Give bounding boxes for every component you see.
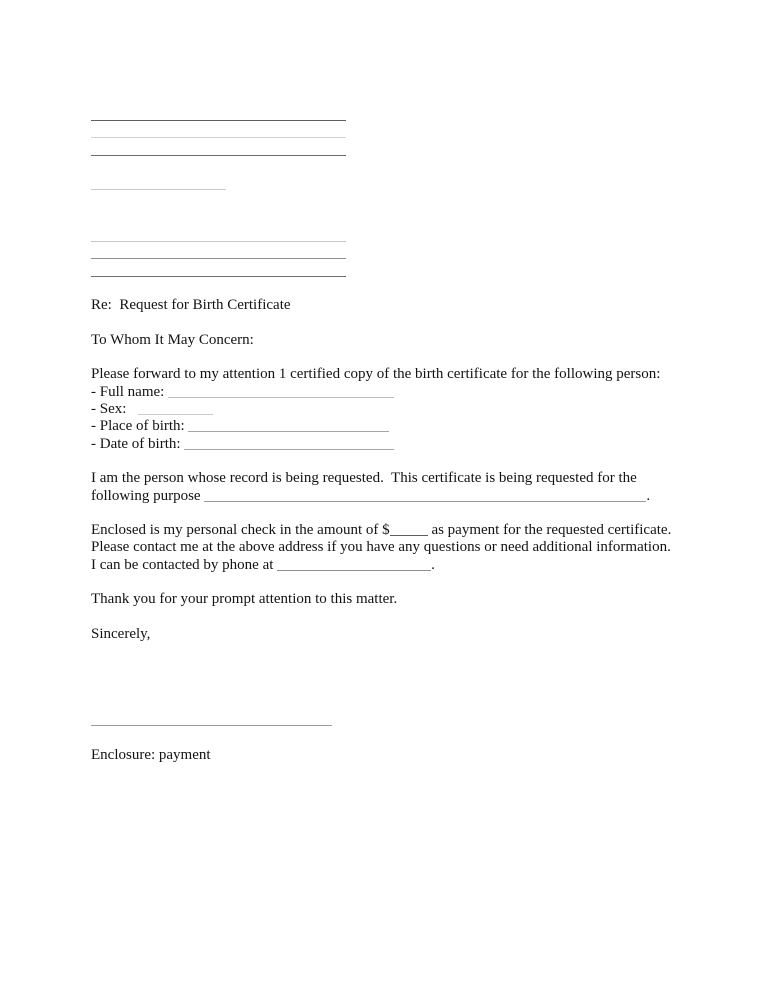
phone-blank-rule <box>277 566 431 571</box>
spacer <box>91 678 677 695</box>
payment-line-3-period: . <box>431 556 435 573</box>
payment-line-2: Please contact me at the above address if you have any questions or need additional information. <box>91 539 671 556</box>
place-of-birth-blank-rule <box>188 427 389 432</box>
signature-blank-rule <box>91 721 332 726</box>
salutation: To Whom It May Concern: <box>91 331 254 348</box>
spacer <box>91 211 677 228</box>
payment-line-1-text: Enclosed is my personal check in the amount of $ <box>91 522 390 539</box>
subject-line: Re: Request for Birth Certificate <box>91 297 291 314</box>
payment-line-3-text: I can be contacted by phone at <box>91 556 278 573</box>
sender-blank-line-1 <box>91 107 677 124</box>
thanks-line: Thank you for your prompt attention to this matter. <box>91 591 398 608</box>
payment-line-1 <box>91 522 677 539</box>
spacer <box>91 315 677 332</box>
date-of-birth-field <box>91 436 677 453</box>
date-blank-line <box>91 176 677 193</box>
spacer <box>91 505 677 522</box>
date-of-birth-blank-rule <box>184 445 394 450</box>
blank-line-rule <box>91 116 346 121</box>
date-of-birth-label: - Date of birth: <box>91 435 185 452</box>
recipient-blank-line-3 <box>91 263 677 280</box>
spacer <box>91 643 677 660</box>
spacer <box>91 609 677 626</box>
spacer <box>91 574 677 591</box>
place-of-birth-field <box>91 418 677 435</box>
full-name-field <box>91 384 677 401</box>
sex-field <box>91 401 677 418</box>
full-name-label: - Full name: <box>91 383 169 400</box>
purpose-line-2-text: following purpose <box>91 487 205 504</box>
purpose-line-2 <box>91 488 677 505</box>
spacer <box>91 661 677 678</box>
blank-line-rule <box>91 185 226 190</box>
purpose-line-1: I am the person whose record is being requested. This certificate is being requested for the <box>91 470 637 487</box>
blank-line-rule <box>91 237 346 242</box>
spacer <box>91 349 677 366</box>
payment-line-1-rest: as payment for the requested certificate. <box>427 522 672 539</box>
full-name-blank-rule <box>168 393 394 398</box>
signature-line <box>91 712 677 729</box>
closing-line: Sincerely, <box>91 625 151 642</box>
sex-label: - Sex: <box>91 401 138 418</box>
blank-line-rule <box>91 272 346 277</box>
spacer <box>91 453 677 470</box>
blank-line-rule <box>91 151 346 156</box>
enclosure-line: Enclosure: payment <box>91 746 211 763</box>
recipient-blank-line-1 <box>91 228 677 245</box>
purpose-line-2-period: . <box>646 487 651 504</box>
payment-line-3 <box>91 557 677 574</box>
place-of-birth-label: - Place of birth: <box>91 418 189 435</box>
spacer <box>91 159 677 176</box>
purpose-blank-rule <box>204 497 646 502</box>
sex-blank-rule <box>138 410 213 415</box>
blank-line-rule <box>91 133 346 138</box>
amount-blank-rule <box>390 531 428 536</box>
blank-line-rule <box>91 254 346 259</box>
sender-blank-line-3 <box>91 142 677 159</box>
spacer <box>91 730 677 747</box>
sender-blank-line-2 <box>91 124 677 141</box>
intro-line: Please forward to my attention 1 certified copy of the birth certificate for the following person: <box>91 366 661 383</box>
spacer <box>91 695 677 712</box>
recipient-blank-line-2 <box>91 245 677 262</box>
spacer <box>91 280 677 297</box>
spacer <box>91 193 677 210</box>
